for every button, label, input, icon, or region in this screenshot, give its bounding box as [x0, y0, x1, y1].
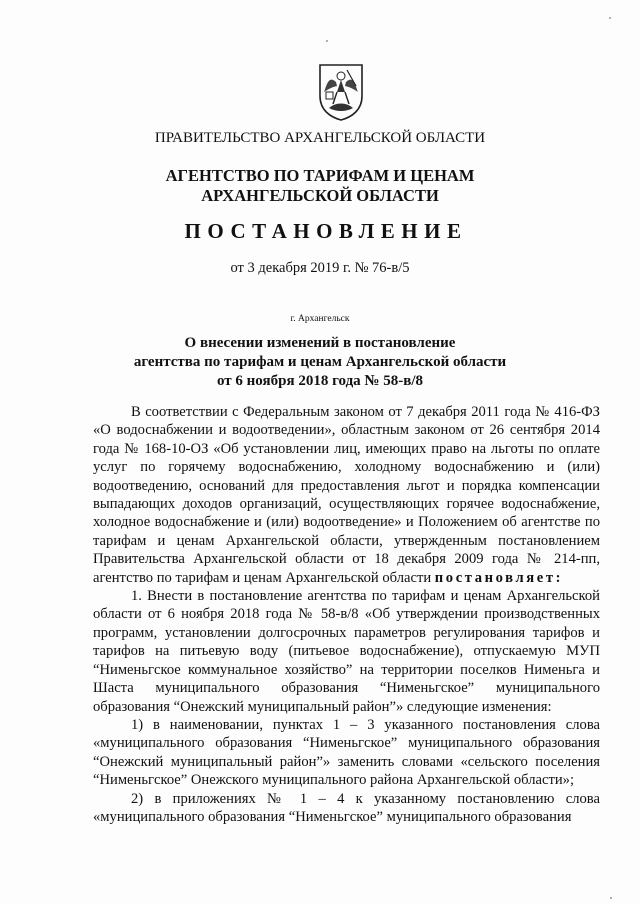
scan-speck	[610, 897, 612, 899]
agency-name-line2: АРХАНГЕЛЬСКОЙ ОБЛАСТИ	[201, 186, 439, 205]
coat-of-arms-emblem	[316, 62, 366, 122]
scan-speck	[326, 40, 328, 42]
document-body	[93, 403, 600, 826]
subject-line3: от 6 ноября 2018 года № 58-в/8	[216, 373, 424, 389]
intro-paragraph	[93, 403, 600, 587]
subject-line2: агентства по тарифам и ценам Архангельской области	[133, 354, 507, 370]
decree-word: постановляет:	[434, 569, 564, 586]
government-name: ПРАВИТЕЛЬСТВО АРХАНГЕЛЬСКОЙ ОБЛАСТИ	[154, 130, 486, 146]
city-name: г. Архангельск	[290, 314, 350, 324]
intro-text: В соответствии с Федеральным законом от 7 декабря 2011 года № 416-ФЗ «О водоснабжении и водоотведении», областным законом от 26 сентября 2014 года № 168-10-ОЗ «Об установлении лиц, имеющих право на льготы по оплате услуг по горячему водоснабжению, холодному водоснабжению и (или) водоотведению, оснований для предоставления льгот и порядка компенсации выпадающих доходов организаций, осуществляющих горячее водоснабжение, холодное водоснабжение и (или) водоотведение» и Положением об агентстве по тарифам и ценам Архангельской области, утвержденным постановлением Правительства Архангельской области от 18 декабря 2009 года № 214-пп, агентство по тарифам и ценам Архангельской области	[93, 404, 600, 586]
item-1-paragraph: 1. Внести в постановление агентства по тарифам и ценам Архангельской области от 6 ноября 2018 года № 58-в/8 «Об утверждении производственных программ, установлении долгосрочных параметров регулирования тарифов и тарифов на питьевую воду (питьевое водоснабжение), отпускаемую МУП “Нименьгское коммунальное хозяйство” на территории поселков Нименьга и Шаста муниципального образования “Нименьгское” муниципального образования “Онежский муниципальный район”» следующие изменения:	[93, 588, 600, 715]
subject-line1: О внесении изменений в постановление	[184, 335, 456, 351]
agency-name-line1: АГЕНТСТВО ПО ТАРИФАМ И ЦЕНАМ	[165, 166, 475, 185]
document-subject	[0, 334, 640, 391]
scan-speck	[609, 17, 611, 19]
subitem-2-paragraph: 2) в приложениях № 1 – 4 к указанному постановлению слова «муниципального образования “Нименьгское” муниципального образования	[93, 790, 600, 825]
document-type-title: ПОСТАНОВЛЕНИЕ	[184, 219, 468, 243]
agency-name	[0, 166, 640, 206]
date-and-number: от 3 декабря 2019 г. № 76-в/5	[230, 260, 410, 276]
subitem-1-paragraph: 1) в наименовании, пунктах 1 – 3 указанного постановления слова «муниципального образования “Нименьгское” муниципального образования “Онежский муниципальный район”» заменить словами «сельского поселения “Нименьгское” Онежского муниципального района Архангельской области»;	[93, 716, 600, 789]
